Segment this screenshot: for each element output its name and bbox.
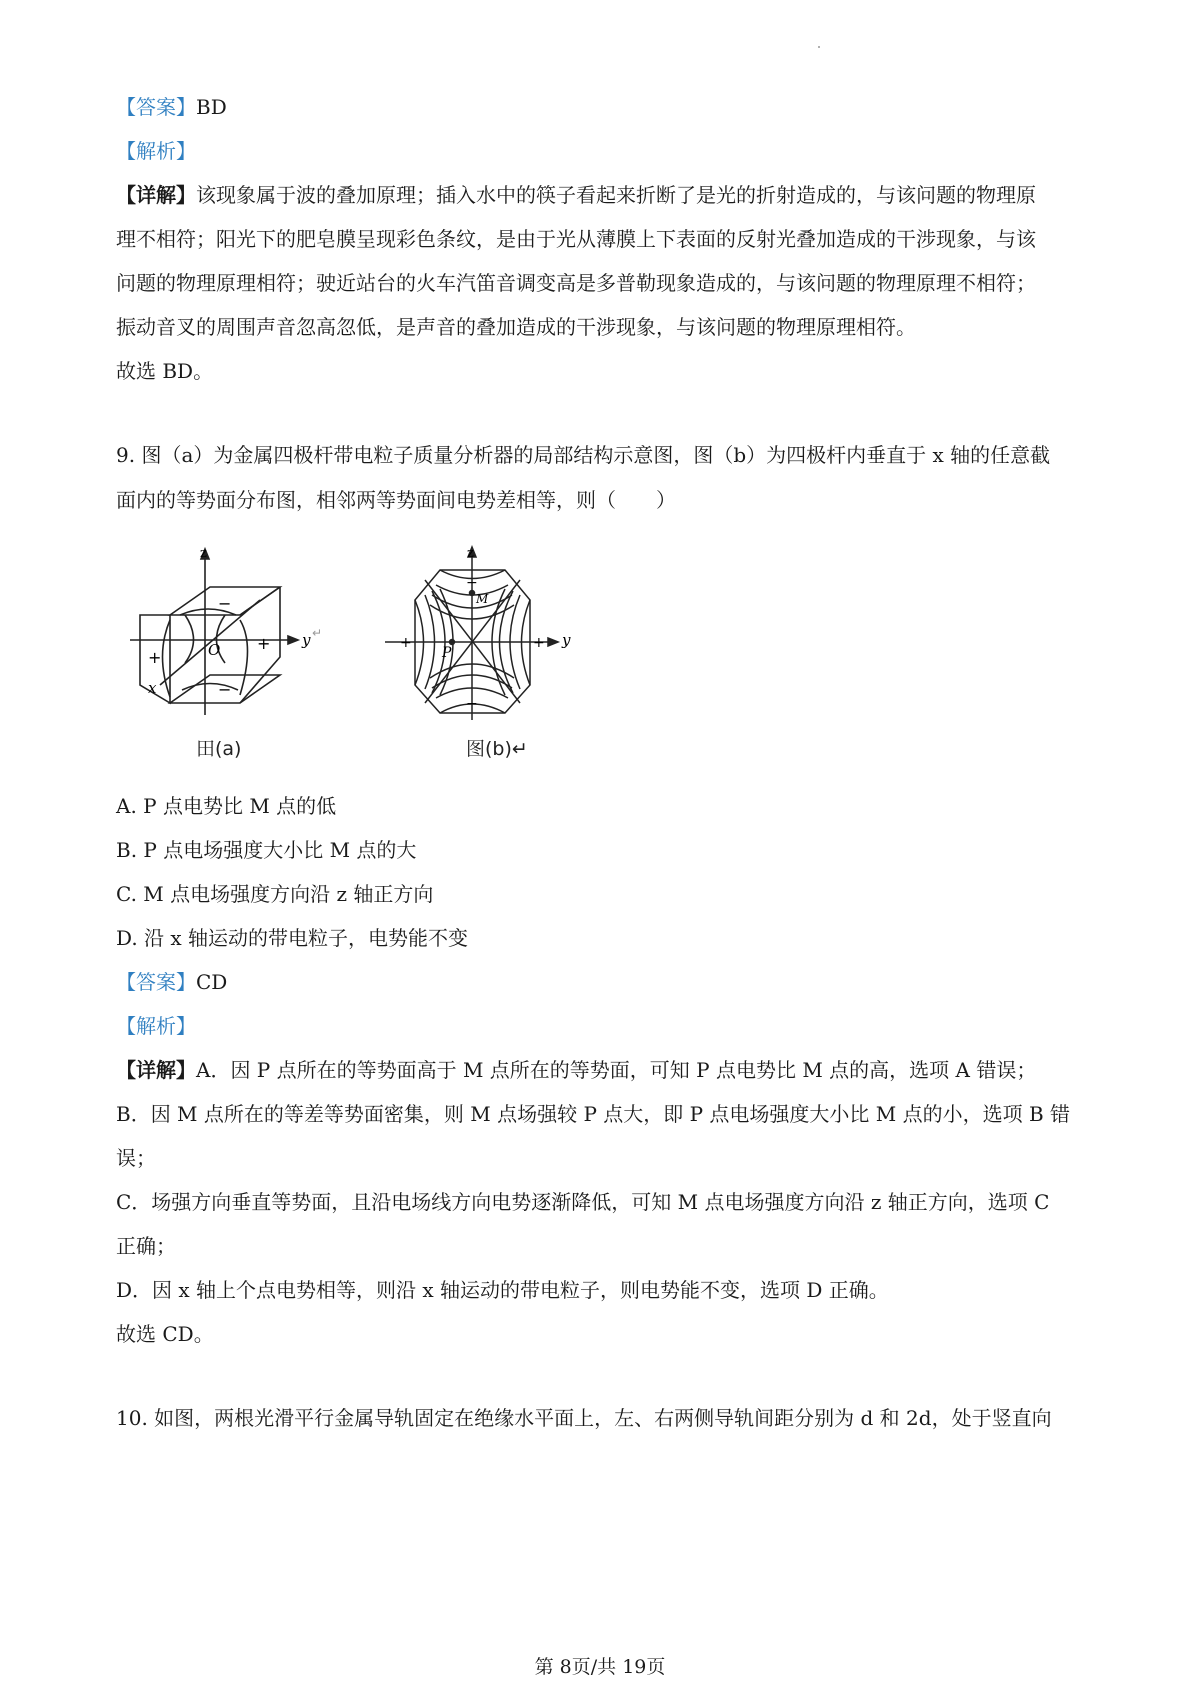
q8-detail-text-1: 该现象属于波的叠加原理；插入水中的筷子看起来折断了是光的折射造成的，与该问题的物理原 [196, 183, 1036, 207]
q8-answer-tag: 【答案】 [116, 95, 196, 119]
q9-detail-text-1: A．因 P 点所在的等势面高于 M 点所在的等势面，可知 P 点电势比 M 点的高，选项 A 错误； [196, 1058, 1037, 1082]
figure-b-equipotential-surfaces [380, 545, 590, 725]
q8-detail-line-3: 问题的物理原理相符；驶近站台的火车汽笛音调变高是多普勒现象造成的，与该问题的物理原理不相符； [116, 271, 1036, 295]
figure-a-caption: 田(a) [196, 738, 242, 760]
figure-a-quadrupole-structure [130, 545, 330, 725]
fig-b-minus-bottom: − [466, 696, 478, 712]
q8-answer-line [116, 93, 1096, 121]
q8-answer: BD [196, 95, 227, 119]
q8-detail-line-1 [116, 181, 1096, 209]
fig-a-origin-label: O [208, 641, 221, 659]
q9-analysis-tag: 【解析】 [116, 1014, 196, 1038]
q9-detail-line-2: B．因 M 点所在的等差等势面密集，则 M 点场强较 P 点大，即 P 点电场强度大小比 M 点的小，选项 B 错 [116, 1102, 1071, 1126]
fig-a-minus-top: − [218, 594, 232, 613]
q9-answer-tag: 【答案】 [116, 970, 196, 994]
q9-option-d: D. 沿 x 轴运动的带电粒子，电势能不变 [116, 926, 469, 950]
q9-stem-line-2: 面内的等势面分布图，相邻两等势面间电势差相等，则（ ） [116, 488, 676, 512]
fig-b-p-label: P [442, 645, 452, 661]
q10-stem-line-1: 10. 如图，两根光滑平行金属导轨固定在绝缘水平面上，左、右两侧导轨间距分别为 d 和 2d，处于竖直向 [116, 1406, 1052, 1430]
fig-a-plus-left: + [148, 648, 162, 667]
q9-detail-line-6: D．因 x 轴上个点电势相等，则沿 x 轴运动的带电粒子，则电势能不变，选项 D 正确。 [116, 1278, 889, 1302]
page-footer: 第 8页/共 19页 [534, 1656, 666, 1678]
q9-detail-line-1 [116, 1056, 1096, 1084]
fig-b-plus-right: + [533, 635, 545, 651]
q9-detail-line-5: 正确； [116, 1234, 176, 1258]
fig-a-x-label: x [148, 679, 157, 697]
figure-b-caption: 图(b)↵ [466, 738, 528, 760]
q8-detail-line-4: 振动音叉的周围声音忽高忽低，是声音的叠加造成的干涉现象，与该问题的物理原理相符。 [116, 315, 916, 339]
fig-b-minus-top: − [466, 575, 478, 591]
q8-conclusion: 故选 BD。 [116, 359, 214, 383]
q9-detail-line-4: C．场强方向垂直等势面，且沿电场线方向电势逐渐降低，可知 M 点电场强度方向沿 z 轴正方向，选项 C [116, 1190, 1050, 1214]
fig-a-plus-right: + [257, 634, 271, 653]
q8-detail-line-2: 理不相符；阳光下的肥皂膜呈现彩色条纹，是由于光从薄膜上下表面的反射光叠加造成的干涉现象，与该 [116, 227, 1036, 251]
speck [818, 46, 820, 48]
fig-b-plus-left: + [400, 635, 412, 651]
fig-a-minus-bottom: − [218, 680, 232, 699]
q9-detail-tag: 【详解】 [116, 1058, 196, 1082]
q9-detail-line-3: 误； [116, 1146, 156, 1170]
q9-option-a: A. P 点电势比 M 点的低 [116, 794, 337, 818]
q9-stem-line-1: 9. 图（a）为金属四极杆带电粒子质量分析器的局部结构示意图，图（b）为四极杆内垂直于 x 轴的任意截 [116, 443, 1051, 467]
fig-a-return-mark: ↵ [312, 626, 323, 640]
fig-b-z-label: z [467, 546, 474, 561]
q8-detail-tag: 【详解】 [116, 183, 196, 207]
q9-option-b: B. P 点电场强度大小比 M 点的大 [116, 838, 417, 862]
q9-answer: CD [196, 970, 228, 994]
q9-answer-line [116, 968, 1096, 996]
fig-b-m-label: M [476, 592, 489, 606]
q8-analysis-tag: 【解析】 [116, 139, 196, 163]
fig-b-y-label: y [562, 631, 571, 649]
fig-a-z-label: z [200, 546, 207, 561]
q9-option-c: C. M 点电场强度方向沿 z 轴正方向 [116, 882, 434, 906]
fig-a-y-label: y [302, 631, 311, 649]
q9-conclusion: 故选 CD。 [116, 1322, 214, 1346]
